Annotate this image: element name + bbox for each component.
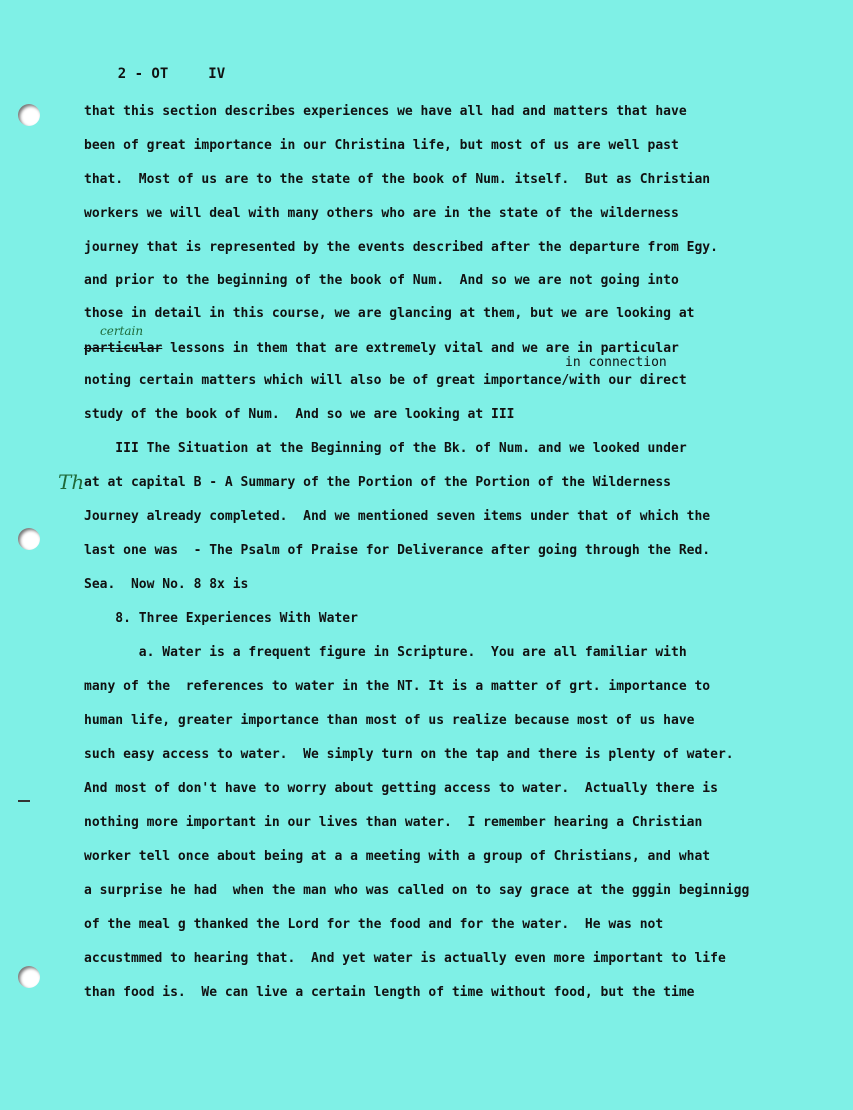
page-header	[84, 50, 225, 98]
text-line: and prior to the beginning of the book of Num. And so we are not going into	[84, 273, 679, 288]
text-line: Journey already completed. And we mentioned seven items under that of which the	[84, 509, 711, 524]
text-line: workers we will deal with many others who are in the state of the wilderness	[84, 206, 679, 221]
text-line: a surprise he had when the man who was called on to say grace at the gggin beginnigg	[84, 883, 750, 898]
text-line: at at capital B - A Summary of the Portion of the Portion of the Wilderness	[84, 475, 671, 490]
text-line: noting certain matters which will also be of great importance/with our direct	[84, 373, 687, 388]
margin-mark	[18, 800, 30, 802]
text-line: a. Water is a frequent figure in Scripture. You are all familiar with	[84, 645, 687, 660]
text-line: that this section describes experiences we have all had and matters that have	[84, 104, 687, 119]
text-line: III The Situation at the Beginning of the Bk. of Num. and we looked under	[84, 441, 687, 456]
text-line: last one was - The Psalm of Praise for Deliverance after going through the Red.	[84, 543, 711, 558]
text-line: those in detail in this course, we are glancing at them, but we are looking at	[84, 306, 695, 321]
handwritten-margin-note: Th	[58, 470, 85, 494]
typed-insert: in connection	[565, 355, 667, 370]
punch-hole	[18, 528, 40, 550]
punch-hole	[18, 966, 40, 988]
text-line: been of great importance in our Christina life, but most of us are well past	[84, 138, 679, 153]
handwritten-insert-certain: certain	[100, 324, 144, 338]
text-line: And most of don't have to worry about getting access to water. Actually there is	[84, 781, 718, 796]
text-line: particular lessons in them that are extremely vital and we are in particular	[84, 341, 679, 356]
section-number: IV	[208, 66, 226, 82]
page-number: 2 - OT	[117, 66, 169, 82]
text-line: such easy access to water. We simply turn on the tap and there is plenty of water.	[84, 747, 734, 762]
punch-hole	[18, 104, 40, 126]
struck-word: particular	[84, 341, 163, 356]
text-line: nothing more important in our lives than water. I remember hearing a Christian	[84, 815, 703, 830]
text-line: than food is. We can live a certain length of time without food, but the time	[84, 985, 695, 1000]
text-line: human life, greater importance than most of us realize because most of us have	[84, 713, 695, 728]
text-line: that. Most of us are to the state of the book of Num. itself. But as Christian	[84, 172, 711, 187]
text-line: journey that is represented by the events described after the departure from Egy.	[84, 240, 718, 255]
text-line: Sea. Now No. 8 8x is	[84, 577, 249, 592]
text-line: of the meal g thanked the Lord for the food and for the water. He was not	[84, 917, 664, 932]
text-line: accustmmed to hearing that. And yet water is actually even more important to life	[84, 951, 726, 966]
text-line: worker tell once about being at a a meeting with a group of Christians, and what	[84, 849, 711, 864]
text-line: many of the references to water in the NT. It is a matter of grt. importance to	[84, 679, 711, 694]
text-line: study of the book of Num. And so we are looking at III	[84, 407, 515, 422]
section-heading: 8. Three Experiences With Water	[84, 611, 358, 626]
